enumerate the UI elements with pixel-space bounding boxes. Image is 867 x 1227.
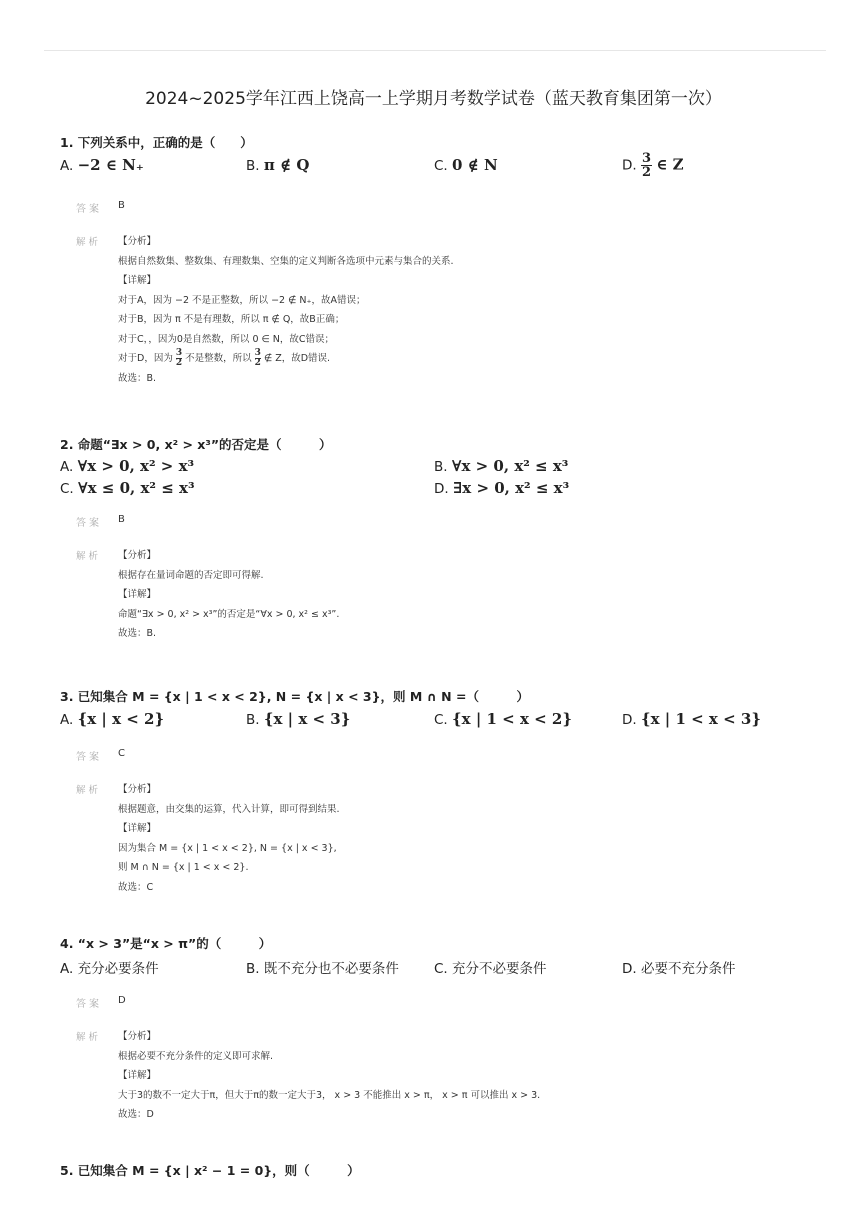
options-row — [60, 706, 830, 732]
option-a[interactable]: A. 充分必要条件 — [60, 961, 159, 977]
question-5 — [60, 1162, 830, 1180]
option-c[interactable]: C. {x | 1 < x < 2} — [434, 710, 572, 728]
option-c[interactable]: C. 充分不必要条件 — [434, 961, 547, 977]
answer-value: B — [118, 200, 125, 211]
option-b[interactable]: B. ∀x > 0, x² ≤ x³ — [434, 457, 569, 475]
analysis-block: 解析 【分析】 根据存在量词命题的否定即可得解. 【详解】 命题“∃x > 0, x² > x³”的否定是“∀x > 0, x² ≤ x³”. 故选：B. — [76, 550, 340, 639]
options-row — [60, 953, 830, 979]
question-stem: 3. 已知集合 M = {x | 1 < x < 2}, N = {x | x < 3}，则 M ∩ N =（ ） — [60, 689, 529, 704]
option-a[interactable]: A. −2 ∈ N₊ — [60, 156, 144, 174]
question-1 — [60, 134, 830, 388]
analysis-block: 解析 【分析】 根据自然数集、整数集、有理数集、空集的定义判断各选项中元素与集合的关系. 【详解】 对于A，因为 −2 不是正整数，所以 −2 ∉ N₊，故A错误； 对于B，因为 π 不是有理数，所以 π ∉ Q，故B正确； 对于C，，因为0是自然数，所以 0 ∈ N，故C错误； 对于D，因为 $\frac{3}{2}$ 不是整数，所以 $\frac{3}{2}$ ∉ Z，故D错误. 故选：B. — [60, 232, 830, 388]
option-d[interactable]: D. {x | 1 < x < 3} — [622, 710, 761, 728]
answer-row: 答案 B — [76, 200, 125, 215]
option-b[interactable]: B. π ∉ Q — [246, 156, 310, 174]
options-row — [60, 454, 830, 476]
option-b[interactable]: B. 既不充分也不必要条件 — [246, 961, 399, 977]
option-a[interactable]: A. ∀x > 0, x² > x³ — [60, 457, 195, 475]
answer-value: C — [118, 748, 125, 759]
options-row — [60, 152, 830, 184]
question-stem: 5. 已知集合 M = {x | x² − 1 = 0}，则（ ） — [60, 1163, 360, 1178]
answer-row: 答案 B — [76, 514, 125, 529]
question-3 — [60, 688, 830, 897]
option-c[interactable]: C. 0 ∉ N — [434, 156, 498, 174]
page-title: 2024~2025学年江西上饶高一上学期月考数学试卷（蓝天教育集团第一次） — [145, 89, 722, 109]
question-2 — [60, 436, 830, 644]
analysis-block: 解析 【分析】 根据必要不充分条件的定义即可求解. 【详解】 大于3的数不一定大于π，但大于π的数一定大于3， x > 3 不能推出 x > π， x > π 可以推出 x > 3. 故选：D — [76, 1031, 541, 1120]
option-d[interactable]: D. $\frac{3}{2}$ ∈ Z — [622, 151, 684, 180]
option-b[interactable]: B. {x | x < 3} — [246, 710, 351, 728]
top-divider — [44, 50, 826, 51]
question-stem: 4. “x > 3”是“x > π”的（ ） — [60, 936, 272, 951]
question-stem: 1. 下列关系中，正确的是（ ） — [60, 135, 253, 150]
answer-value: B — [118, 514, 125, 525]
question-stem: 2. 命题“∃x > 0, x² > x³”的否定是（ ） — [60, 437, 332, 452]
question-4 — [60, 935, 830, 1125]
fraction: $\frac{3}{2}$ — [641, 151, 652, 180]
option-c[interactable]: C. ∀x ≤ 0, x² ≤ x³ — [60, 479, 195, 497]
answer-value: D — [118, 995, 126, 1006]
option-d[interactable]: D. 必要不充分条件 — [622, 961, 736, 977]
answer-row: 答案 C — [76, 748, 125, 763]
analysis-block: 解析 【分析】 根据题意，由交集的运算，代入计算，即可得到结果. 【详解】 因为集合 M = {x | 1 < x < 2}, N = {x | x < 3}, 则 M ∩ N = {x | 1 < x < 2}. 故选：C — [76, 784, 340, 893]
analysis-line-d: 对于D，因为 $\frac{3}{2}$ 不是整数，所以 $\frac{3}{2}$ ∉ Z，故D错误. — [118, 348, 331, 368]
answer-row: 答案 D — [76, 995, 126, 1010]
option-a[interactable]: A. {x | x < 2} — [60, 710, 165, 728]
option-d[interactable]: D. ∃x > 0, x² ≤ x³ — [434, 479, 570, 497]
options-row — [60, 476, 830, 498]
